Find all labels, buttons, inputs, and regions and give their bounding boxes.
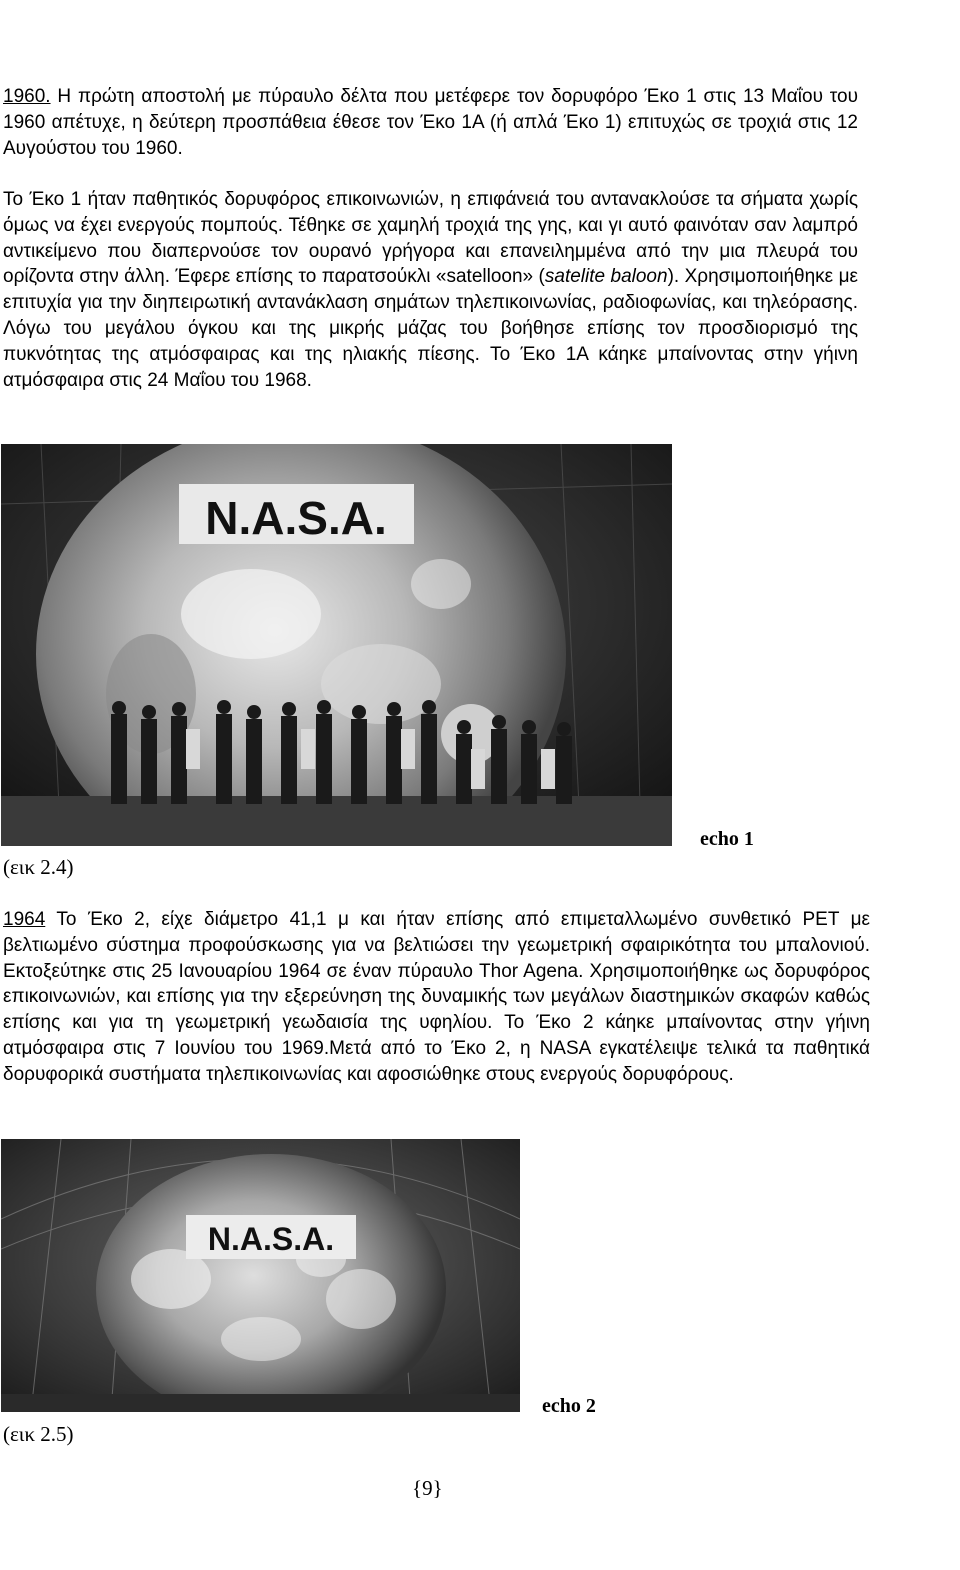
echo1-photo bbox=[1, 444, 672, 846]
echo2-photo-illustration bbox=[1, 1139, 520, 1412]
paragraph-1964-echo2 bbox=[3, 907, 870, 1088]
echo1-text-b: ). Χρησιμοποιήθηκε με επιτυχία για την διηπειρωτική αντανάκλαση σημάτων τηλεπικοινωνίας, ραδιοφωνίας, και τηλεόρασης. Λόγω του μεγάλου όγκου και της μικρής μάζας του βοήθησε επίσης τον προσδιορισμό της πυκνότητας της ατμόσφαιρας και της ηλιακής πίεσης. Το Έκο 1Α κάηκε μπαίνοντας στην γήινη ατμόσφαιρα στις 24 Μαΐου του 1968. bbox=[3, 266, 858, 391]
echo1-italic: satelite baloon bbox=[544, 266, 668, 288]
page-number: {9} bbox=[412, 1476, 443, 1500]
echo2-nasa-banner: N.A.S.A. bbox=[207, 1221, 335, 1257]
figure-caption-2-5: (εικ 2.5) bbox=[3, 1422, 74, 1446]
paragraph-1960-intro bbox=[3, 84, 858, 161]
echo1-photo-illustration bbox=[1, 444, 672, 846]
echo2-photo bbox=[1, 1139, 520, 1412]
year-1960: 1960. bbox=[3, 86, 51, 107]
year-1964: 1964 bbox=[3, 909, 46, 930]
figure-label-echo2: echo 2 bbox=[542, 1395, 596, 1417]
paragraph-echo1-description bbox=[3, 187, 858, 393]
echo2-text: Το Έκο 2, είχε διάμετρο 41,1 μ και ήταν επίσης από επιμεταλλωμένο συνθετικό PET με βελτιωμένο σύστημα προφούσκωσης για να βελτιώσει την γεωμετρική σφαιρικότητα του μπαλονιού. Εκτοξεύτηκε στις 25 Ιανουαρίου 1964 σε έναν πύραυλο Thor Agena. Χρησιμοποιήθηκε ως δορυφόρος επικοινωνιών, και επίσης για την εξερεύνηση της δυναμικής των μεγάλων διαστημικών σκαφών καθώς επίσης και για τη γεωμετρική γεωδαισία της υφηλίου. Το Έκο 2 κάηκε μπαίνοντας στην γήινη ατμόσφαιρα στις 7 Ιουνίου του 1969.Μετά από το Έκο 2, η NASA εγκατέλειψε τελικά τα παθητικά δορυφορικά συστήματα τηλεπικοινωνίας και αφοσιώθηκε στους ενεργούς δορυφόρους. bbox=[3, 909, 870, 1085]
intro-text: Η πρώτη αποστολή με πύραυλο δέλτα που μετέφερε τον δορυφόρο Έκο 1 στις 13 Μαΐου του 1960 απέτυχε, η δεύτερη προσπάθεια έθεσε τον Έκο 1Α (ή απλά Έκο 1) επιτυχώς σε τροχιά στις 12 Αυγούστου του 1960. bbox=[3, 86, 858, 159]
figure-caption-2-4: (εικ 2.4) bbox=[3, 855, 74, 879]
figure-label-echo1: echo 1 bbox=[700, 828, 754, 850]
echo1-nasa-banner: N.A.S.A. bbox=[205, 492, 387, 544]
echo1-text-a: Το Έκο 1 ήταν παθητικός δορυφόρος επικοινωνιών, η επιφάνειά του αντανακλούσε τα σήματα χωρίς όμως να έχει ενεργούς πομπούς. Τέθηκε σε χαμηλή τροχιά της γης, και γι αυτό φαινόταν σαν λαμπρό αντικείμενο που διαπερνούσε τον ουρανό γρήγορα και επανειλημμένα από την μια πλευρά του ορίζοντα στην άλλη. Έφερε επίσης το παρατσούκλι «satelloon» ( bbox=[3, 189, 858, 288]
